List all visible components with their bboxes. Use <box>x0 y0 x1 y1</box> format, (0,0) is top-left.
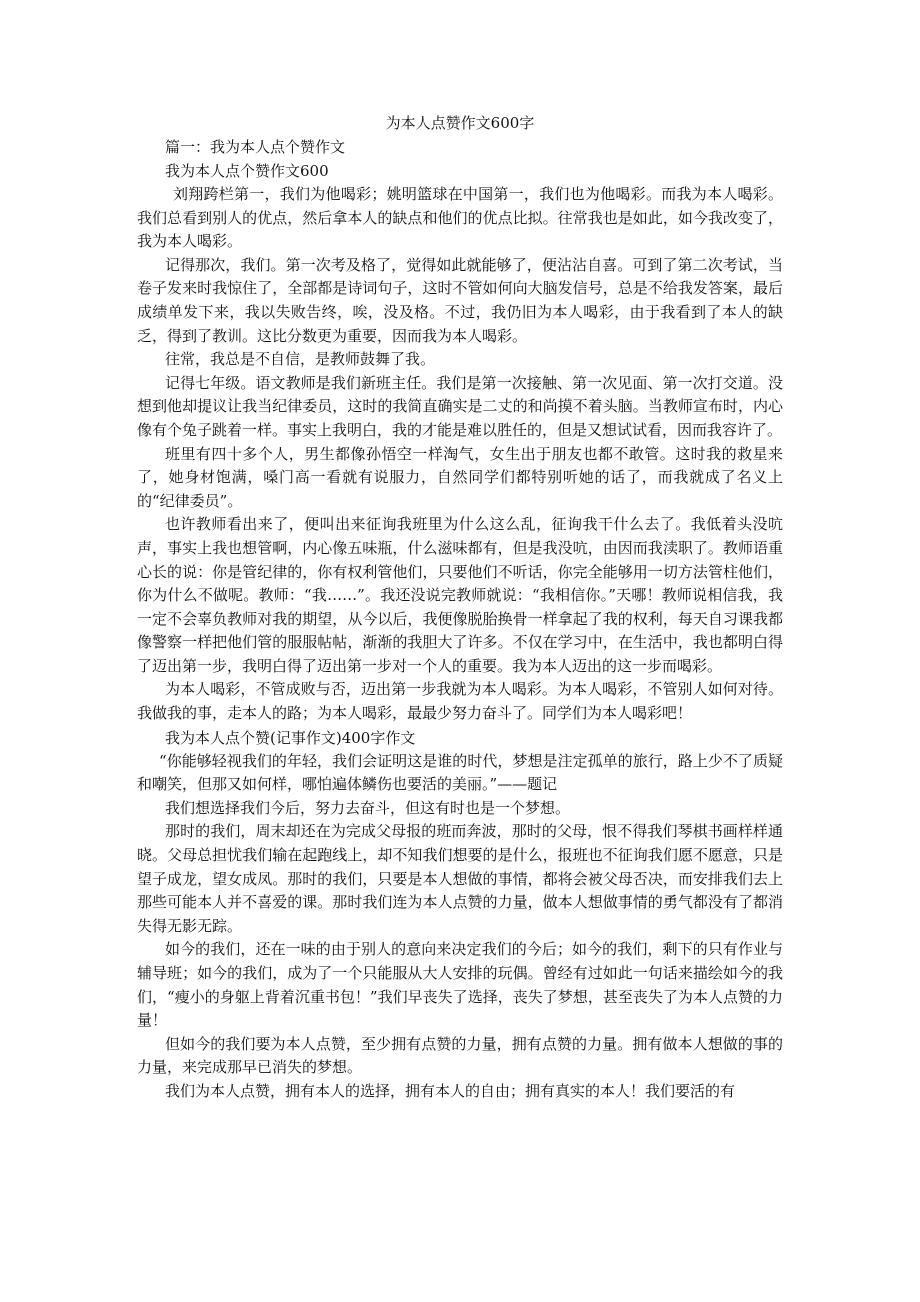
paragraph: 如今的我们，还在一味的由于别人的意向来决定我们的今后；如今的我们，剩下的只有作业与辅导班；如今的我们，成为了一个只能服从大人安排的玩偶。曾经有过如此一句话来描绘如今的我们，“瘦小的身躯上背着沉重书包！”我们早丧失了选择，丧失了梦想，甚至丧失了为本人点赞的力量！ <box>137 940 783 1030</box>
paragraph: 我们想选择我们今后，努力去奋斗，但这有时也是一个梦想。 <box>165 798 571 817</box>
paragraph: 为本人喝彩，不管成败与否，迈出第一步我就为本人喝彩。为本人喝彩，不管别人如何对待。我做我的事，走本人的路；为本人喝彩，最最少努力奋斗了。同学们为本人喝彩吧！ <box>137 680 783 723</box>
paragraph: 也许教师看出来了，便叫出来征询我班里为什么这么乱，征询我干什么去了。我低着头没吭声，事实上我也想管啊，内心像五味瓶，什么滋味都有，但是我没吭，由因而我渎职了。教师语重心长的说：你是管纪律的，你有权利管他们，只要他们不听话，你完全能够用一切方法管柱他们，你为什么不做呢。教师：“我……”。我还没说完教师就说：“我相信你。”天哪！教师说相信我，我一定不会辜负教师对我的期望，从今以后，我便像脱胎换骨一样拿起了我的权利，每天自习课我都像警察一样把他们管的服服帖帖，渐渐的我胆大了许多。不仅在学习中，在生活中，我也都明白得了迈出第一步，我明白得了迈出第一步对一个人的重要。我为本人迈出的这一步而喝彩。 <box>137 515 783 675</box>
paragraph: 班里有四十多个人，男生都像孙悟空一样淘气，女生出于朋友也都不敢管。这时我的救星来了，她身材饱满，嗓门高一看就有说服力，自然同学们都特别听她的话了，而我就成了名义上的“纪律委员”。 <box>137 444 783 510</box>
document-title: 为本人点赞作文600字 <box>385 114 535 132</box>
paragraph: 记得七年级。语文教师是我们新班主任。我们是第一次接触、第一次见面、第一次打交道。没想到他却提议让我当纪律委员，这时的我简直确实是二丈的和尚摸不着头脑。当教师宣布时，内心像有个兔子跳着一样。事实上我明白，我的才能是难以胜任的，但是又想试试看，因而我容许了。 <box>137 373 783 439</box>
section-1-title: 篇一：我为本人点个赞作文 <box>165 138 346 156</box>
paragraph: 记得那次，我们。第一次考及格了，觉得如此就能够了，便沾沾自喜。可到了第二次考试，当卷子发来时我惊住了，全部都是诗词句子，这时不管如何向大脑发信号，总是不给我发答案，最后成绩单发下来，我以失败告终，唉，没及格。不过，我仍旧为本人喝彩，由于我看到了本人的缺乏，得到了教训。这比分数更为重要，因而我为本人喝彩。 <box>137 255 783 345</box>
paragraph: 往常，我总是不自信，是教师鼓舞了我。 <box>165 350 436 369</box>
paragraph: 那时的我们，周末却还在为完成父母报的班而奔波，那时的父母，恨不得我们琴棋书画样样通晓。父母总担忧我们输在起跑线上，却不知我们想要的是什么，报班也不征询我们愿不愿意，只是望子成龙，望女成凤。那时的我们，只要是本人想做的事情，都将会被父母否决，而安排我们去上那些可能本人并不喜爱的课。那时我们连为本人点赞的力量，做本人想做事情的勇气都没有了都消失得无影无踪。 <box>137 822 783 935</box>
section-2-subtitle: 我为本人点个赞(记事作文)400字作文 <box>165 728 416 747</box>
epigraph-paragraph: “你能够轻视我们的年轻，我们会证明这是谁的时代，梦想是注定孤单的旅行，路上少不了质疑和嘲笑，但那又如何样，哪怕遍体鳞伤也要活的美丽。”——题记 <box>137 751 783 794</box>
section-1-subtitle: 我为本人点个赞作文600 <box>165 162 329 180</box>
paragraph: 刘翔跨栏第一，我们为他喝彩；姚明篮球在中国第一，我们也为他喝彩。而我为本人喝彩。我们总看到别人的优点，然后拿本人的缺点和他们的优点比拟。往常我也是如此，如今我改变了，我为本人喝彩。 <box>137 185 783 251</box>
document-page <box>137 112 783 1104</box>
paragraph: 但如今的我们要为本人点赞，至少拥有点赞的力量，拥有点赞的力量。拥有做本人想做的事的力量，来完成那早已消失的梦想。 <box>137 1034 783 1077</box>
paragraph: 我们为本人点赞，拥有本人的选择，拥有本人的自由；拥有真实的本人！我们要活的有 <box>165 1081 736 1100</box>
